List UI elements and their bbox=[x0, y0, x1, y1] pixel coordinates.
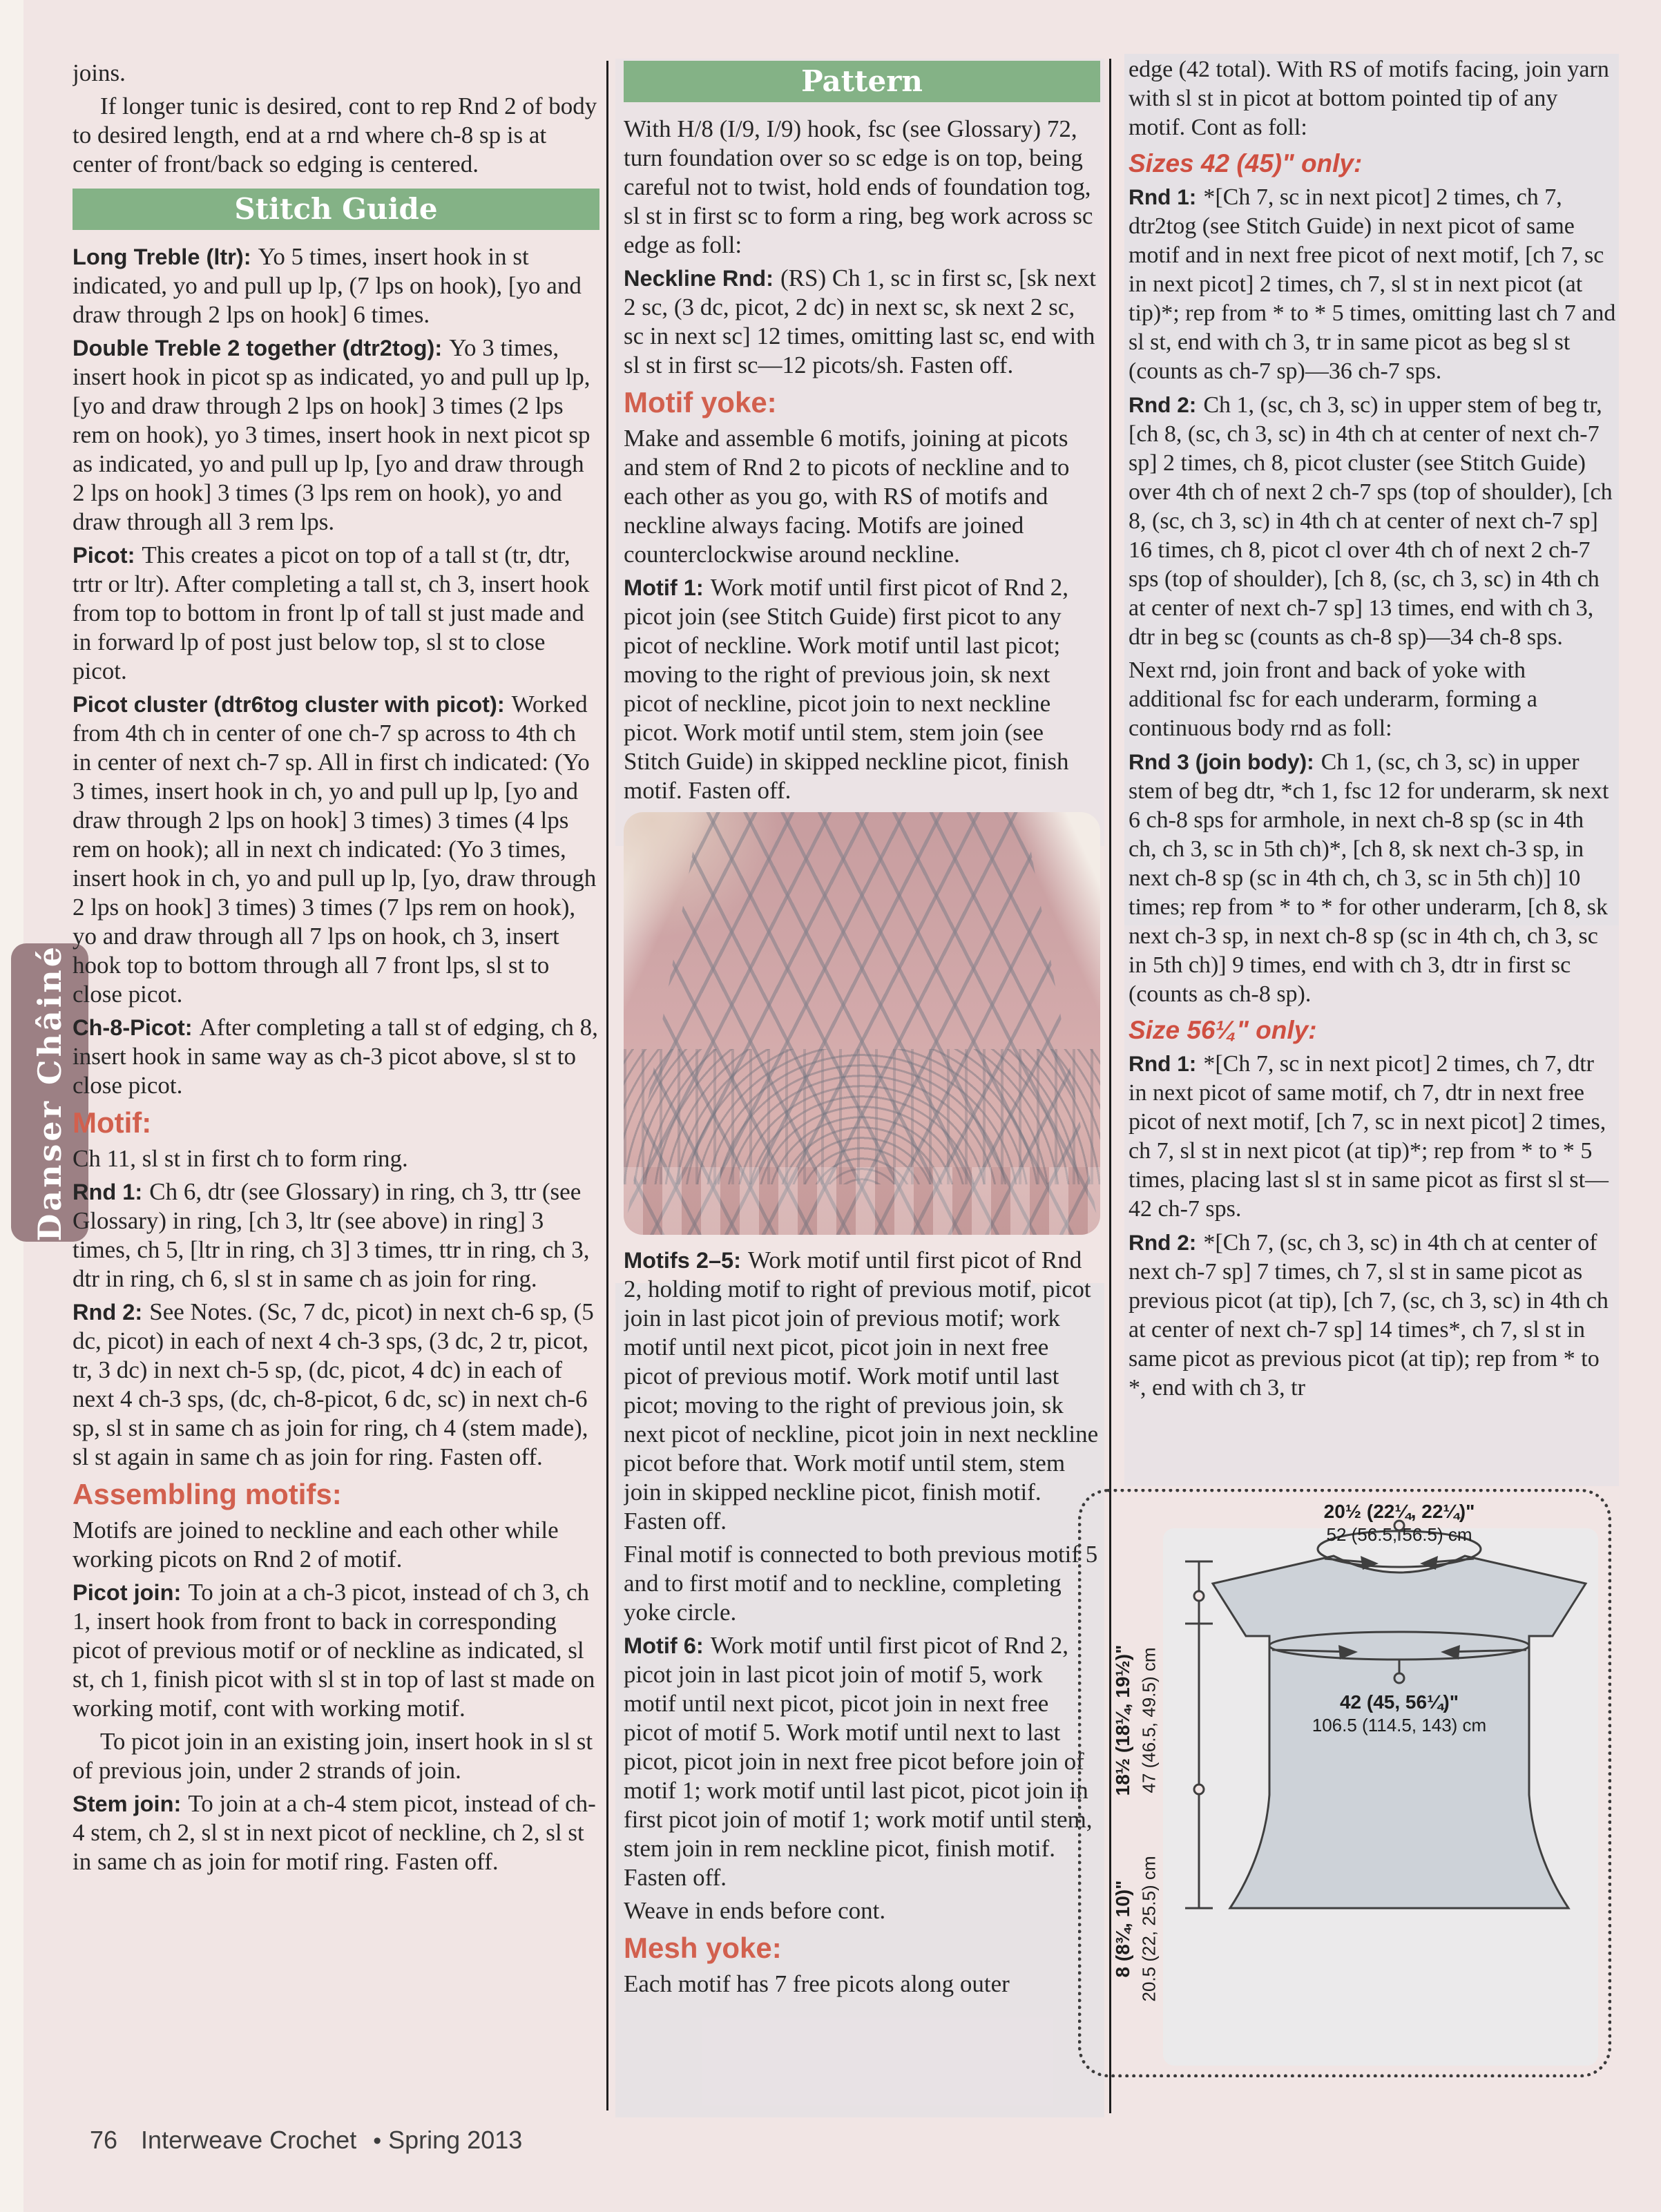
paragraph-text: Ch 1, (sc, ch 3, sc) in upper stem of beg tr, [ch 8, (sc, ch 3, sc) in 4th ch at center of next ch-7 sp] 2 times, ch 8, picot cluster (see Stitch Guide) over 4th ch of next 2 ch-7 sps (top of shoulder), [ch 8, (sc, ch 3, sc) in 4th ch at center of next ch-7 sp] 16 times, ch 8, picot cl over 4th ch of next 2 ch-7 sps (top of shoulder), [ch 8, (sc, ch 3, sc) in 4th ch at center of next ch-7 sp] 13 times, end with ch 3, dtr in beg sc (counts as ch-8 sp)—34 ch-8 sps. bbox=[1129, 392, 1613, 650]
paragraph-text: *[Ch 7, (sc, ch 3, sc) in 4th ch at center of next ch-7 sp] 7 times, ch 7, sl st in same picot as previous picot (at tip), [ch 7, (sc, ch 3, sc) in 4th ch at center of next ch-7 sp] 14 times*, ch 7, sl st in same picot as previous picot (at tip); rep from * to *, end with ch 3, tr bbox=[1129, 1230, 1609, 1401]
paragraph-text: (RS) Ch 1, sc in first sc, [sk next 2 sc, (3 dc, picot, 2 dc) in next sc, sk next 2 sc, sc in next sc] 12 times, omitting last sc, end with sl st in first sc—12 picots/sh. Fasten off. bbox=[624, 265, 1096, 378]
pattern-paragraph bbox=[73, 1727, 599, 1785]
paragraph-text: Motifs are joined to neckline and each other while working picots on Rnd 2 of motif. bbox=[73, 1517, 559, 1573]
paragraph-text: Work motif until first picot of Rnd 2, picot join (see Stitch Guide) first picot to any picot of neckline. Work motif until last picot; moving to the right of previous join, sk next picot of neckline, picot join to next neckline picot. Work motif until stem, stem join (see Stitch Guide) in skipped neckline picot, finish motif. Fasten off. bbox=[624, 574, 1069, 804]
garment-detail-photo bbox=[624, 812, 1100, 1235]
garment-schematic bbox=[1078, 1489, 1611, 2077]
stitch-label: Stem join: bbox=[73, 1791, 182, 1816]
pattern-paragraph bbox=[73, 1578, 599, 1723]
hem-depth-inches: 8 (8¾, 10)" bbox=[1112, 1880, 1133, 1978]
stitch-label: Picot join: bbox=[73, 1580, 182, 1605]
paragraph-text: Work motif until first picot of Rnd 2, picot join in last picot join of motif 5, work motif until next picot, picot join in next free picot of motif 5. Work motif until next to last picot, picot join in next free picot before join of motif 1; work motif until last picot, picot join in first picot join of motif 1; work motif until stem, stem join in rem neckline picot, finish motif. Fasten off. bbox=[624, 1632, 1093, 1891]
pattern-paragraph bbox=[624, 573, 1100, 805]
paragraph-text: Yo 5 times, insert hook in st indicated, yo and pull up lp, (7 lps on hook), [yo and draw through 2 lps on hook] 6 times. bbox=[73, 243, 582, 328]
pattern-paragraph bbox=[1129, 55, 1617, 142]
pattern-paragraph bbox=[73, 541, 599, 686]
pattern-paragraph bbox=[1129, 182, 1617, 386]
paragraph-text: To join at a ch-4 stem picot, instead of ch-4 stem, ch 2, sl st in next picot of neckline, ch 2, sl st in same ch as join for motif ring. Fasten off. bbox=[73, 1790, 596, 1875]
paragraph-text: Yo 3 times, insert hook in picot sp as indicated, yo and pull up lp, [yo and draw through 2 lps on hook] 3 times (2 lps rem on hook), yo 3 times, insert hook in next picot sp as indicated, yo and pull up lp, [yo and draw through 2 lps on hook] 3 times (3 lps rem on hook), yo and draw through all 3 rem lps. bbox=[73, 334, 591, 535]
paragraph-text: To join at a ch-3 picot, instead of ch 3, ch 1, insert hook from front to back in corresponding picot of previous motif or of neckline as indicated, sl st, ch 1, finish picot with sl st in top of last st made on working motif, cont with working motif. bbox=[73, 1579, 595, 1722]
neck-width-cm: 52 (56.5, 56.5) cm bbox=[1326, 1524, 1472, 1545]
pattern-paragraph bbox=[1129, 656, 1617, 743]
stitch-label: Rnd 2: bbox=[1129, 1230, 1197, 1255]
issue-name: Spring 2013 bbox=[388, 2126, 523, 2154]
footer-separator-dot: • bbox=[373, 2128, 382, 2154]
paragraph-text: edge (42 total). With RS of motifs facing, join yarn with sl st in picot at bottom pointed tip of any motif. Cont as foll: bbox=[1129, 57, 1609, 140]
stitch-label: Motif 6: bbox=[624, 1633, 704, 1658]
page-footer bbox=[90, 2126, 546, 2155]
lace-border-overlay bbox=[624, 1049, 1100, 1184]
sub-heading: Assembling motifs: bbox=[73, 1478, 342, 1510]
paragraph-text: Make and assemble 6 motifs, joining at picots and stem of Rnd 2 to picots of neckline and to each other as you go, with RS of motifs and neckline always facing. Motifs are joined counterclockwise around neckline. bbox=[624, 425, 1070, 568]
stitch-label: Motif 1: bbox=[624, 575, 704, 600]
magazine-title: Interweave Crochet bbox=[141, 2126, 357, 2154]
hem-label-connector bbox=[1194, 1785, 1204, 1794]
paragraph-text: If longer tunic is desired, cont to rep Rnd 2 of body to desired length, end at a rnd where ch-8 sp is at center of front/back so edging is centered. bbox=[73, 93, 597, 177]
stitch-label: Picot: bbox=[73, 543, 135, 568]
pattern-paragraph bbox=[73, 1516, 599, 1574]
pattern-continuation-column bbox=[1129, 55, 1617, 1493]
length-label-connector bbox=[1194, 1591, 1204, 1601]
pattern-name: Danser Châiné bbox=[31, 943, 68, 1242]
stitch-label: Motifs 2–5: bbox=[624, 1248, 741, 1273]
sub-heading: Mesh yoke: bbox=[624, 1932, 782, 1964]
stitch-label: Ch-8-Picot: bbox=[73, 1015, 193, 1040]
stitch-label: Rnd 1: bbox=[1129, 1051, 1197, 1076]
stitch-label: Rnd 3 (join body): bbox=[1129, 749, 1314, 774]
pattern-paragraph bbox=[73, 1298, 599, 1472]
paragraph-text: Ch 6, dtr (see Glossary) in ring, ch 3, ttr (see Glossary) in ring, [ch 3, ltr (see above) in ring] 3 times, ch 5, [ltr in ring, ch 3] 3 times, ttr in ring, ch 3, dtr in ring, ch 6, sl st in same ch as join for ring. bbox=[73, 1178, 590, 1292]
pattern-paragraph bbox=[73, 92, 599, 179]
pattern-paragraph bbox=[73, 1177, 599, 1293]
stitch-label: Picot cluster (dtr6tog cluster with picot): bbox=[73, 692, 505, 717]
pattern-paragraph bbox=[1129, 1228, 1617, 1403]
paragraph-text: See Notes. (Sc, 7 dc, picot) in next ch-6 sp, (5 dc, picot) in each of next 4 ch-3 sps, (3 dc, 2 tr, picot, tr, 3 dc) in next ch-5 sp, (dc, picot, 4 dc) in each of next 4 ch-3 sps, (dc, ch-8-picot, 6 dc, sc) in next ch-6 sp, sl st in same ch as join for ring, ch 4 (stem made), sl st again in same ch as join for ring. Fasten off. bbox=[73, 1298, 594, 1470]
stitch-label: Rnd 2: bbox=[73, 1300, 143, 1325]
pattern-paragraph bbox=[624, 1540, 1100, 1627]
page-number: 76 bbox=[90, 2126, 118, 2154]
stitch-label: Neckline Rnd: bbox=[624, 266, 774, 291]
stitch-guide-column bbox=[73, 59, 599, 2113]
paragraph-text: Ch 11, sl st in first ch to form ring. bbox=[73, 1145, 408, 1172]
pattern-paragraph bbox=[73, 334, 599, 537]
stitch-label: Rnd 2: bbox=[1129, 392, 1197, 417]
paragraph-text: With H/8 (I/9, I/9) hook, fsc (see Glossary) 72, turn foundation over so sc edge is on top, being careful not to twist, hold ends of foundation tog, sl st in first sc to form a ring, beg work across sc edge as foll: bbox=[624, 115, 1093, 258]
paragraph-text: joins. bbox=[73, 59, 126, 86]
paragraph-text: Final motif is connected to both previous motif 5 and to first motif and to neckline, completing yoke circle. bbox=[624, 1541, 1098, 1626]
sub-heading: Size 56¼" only: bbox=[1129, 1016, 1317, 1044]
bust-width-cm: 106.5 (114.5, 143) cm bbox=[1312, 1715, 1487, 1735]
sub-heading: Sizes 42 (45)" only: bbox=[1129, 149, 1363, 177]
pattern-column bbox=[624, 61, 1100, 2122]
bust-width-inches: 42 (45, 56¼)" bbox=[1339, 1691, 1459, 1713]
stitch-label: Long Treble (ltr): bbox=[73, 244, 251, 269]
section-header-bar: Stitch Guide bbox=[73, 189, 599, 230]
sub-heading: Motif yoke: bbox=[624, 386, 777, 419]
hem-depth-cm: 20.5 (22, 25.5) cm bbox=[1138, 1856, 1160, 2002]
pattern-paragraph bbox=[1129, 1049, 1617, 1224]
paragraph-text: Each motif has 7 free picots along outer bbox=[624, 1970, 1010, 1997]
schematic-drawing bbox=[1082, 1492, 1608, 2074]
paragraph-text: This creates a picot on top of a tall st (tr, dtr, trtr or ltr). After completing a tall st, ch 3, insert hook from top to bottom in front lp of tall st just made and in forward lp of post just below top, sl st to close picot. bbox=[73, 541, 590, 684]
length-inches: 18½ (18¼, 19½)" bbox=[1112, 1644, 1133, 1796]
pattern-paragraph bbox=[624, 1631, 1100, 1892]
pattern-paragraph bbox=[1129, 747, 1617, 1009]
pattern-paragraph bbox=[624, 264, 1100, 380]
stitch-label: Rnd 1: bbox=[1129, 184, 1197, 209]
pattern-paragraph bbox=[624, 424, 1100, 569]
pattern-paragraph bbox=[73, 1013, 599, 1100]
stitch-label: Rnd 1: bbox=[73, 1180, 143, 1204]
ruffle-hem-overlay bbox=[624, 1167, 1100, 1235]
paragraph-text: *[Ch 7, sc in next picot] 2 times, ch 7, dtr in next picot of same motif, ch 7, dtr in next free picot of next motif, [ch 7, sc in next picot] 2 times, ch 7, sl st in next picot (at tip)*; rep from * to * 5 times, placing last sl st in same picot as first sl st—42 ch-7 sps. bbox=[1129, 1051, 1609, 1222]
pattern-paragraph bbox=[73, 59, 599, 88]
paragraph-text: *[Ch 7, sc in next picot] 2 times, ch 7, dtr2tog (see Stitch Guide) in next picot of same motif and in next free picot of next motif, [ch 7, sc in next picot] 2 times, ch 7, sl st in next picot (at tip)*; rep from * to * 5 times, omitting last ch 7 and sl st, end with ch 3, tr in same picot as beg sl st (counts as ch-7 sp)—36 ch-7 sps. bbox=[1129, 184, 1616, 384]
paragraph-text: After completing a tall st of edging, ch 8, insert hook in same way as ch-3 picot above, sl st to close picot. bbox=[73, 1014, 598, 1099]
length-cm: 47 (46.5, 49.5) cm bbox=[1138, 1647, 1160, 1793]
paragraph-text: Ch 1, (sc, ch 3, sc) in upper stem of beg dtr, *ch 1, fsc 12 for underarm, sk next 6 ch-8 sps for armhole, in next ch-8 sp (sc in 4th ch, ch 3, sc in 5th ch)*, [ch 8, sk next ch-3 sp, in next ch-8 sp (sc in 4th ch, ch 3, sc in 5th ch)] 10 times; rep from * to * for other underarm, [ch 8, sk next ch-3 sp, in next ch-8 sp (sc in 4th ch, ch 3, sc in 5th ch)] 9 times, end with ch 3, dtr in first sc (counts as ch-8 sp). bbox=[1129, 749, 1609, 1007]
pattern-paragraph bbox=[624, 1246, 1100, 1536]
pattern-paragraph bbox=[73, 242, 599, 329]
pattern-paragraph bbox=[73, 1144, 599, 1173]
paragraph-text: Weave in ends before cont. bbox=[624, 1897, 886, 1924]
stitch-label: Double Treble 2 together (dtr2tog): bbox=[73, 336, 443, 360]
pattern-paragraph bbox=[73, 1789, 599, 1876]
sub-heading: Motif: bbox=[73, 1106, 152, 1139]
paragraph-text: To picot join in an existing join, insert hook in sl st of previous join, under 2 strands of join. bbox=[73, 1728, 593, 1784]
neck-width-inches: 20½ (22¼, 22¼)" bbox=[1323, 1501, 1475, 1522]
paragraph-text: Work motif until first picot of Rnd 2, holding motif to right of previous motif, picot join in last picot join of previous motif; work motif until next picot, picot join in next free picot of previous motif. Work motif until last picot; moving to the right of previous join, sk next picot of neckline, picot join in next neckline picot before that. Work motif until stem, stem join in skipped neckline picot, finish motif. Fasten off. bbox=[624, 1247, 1099, 1535]
paragraph-text: Worked from 4th ch in center of one ch-7 sp across to 4th ch in center of next ch-7 sp. All in first ch indicated: (Yo 3 times, insert hook in ch, yo and pull up lp, [yo and draw through 2 lps on hook] 3 times) 3 times (4 lps rem on hook); all in next ch indicated: (Yo 3 times, insert hook in ch, yo and pull up lp, [yo, draw through 2 lps on hook] 3 times) 3 times (7 lps rem on hook), yo and draw through all 7 lps on hook, ch 3, insert hook top to bottom through all 7 front lps, sl st to close picot. bbox=[73, 691, 597, 1008]
pattern-paragraph bbox=[1129, 390, 1617, 652]
paragraph-text: Next rnd, join front and back of yoke with additional fsc for each underarm, forming a continuous body rnd as foll: bbox=[1129, 657, 1537, 741]
section-header-bar: Pattern bbox=[624, 61, 1100, 102]
pattern-paragraph bbox=[73, 690, 599, 1009]
pattern-paragraph bbox=[624, 1970, 1100, 1999]
pattern-paragraph bbox=[624, 1896, 1100, 1925]
column-divider bbox=[606, 61, 608, 2110]
pattern-paragraph bbox=[624, 115, 1100, 260]
